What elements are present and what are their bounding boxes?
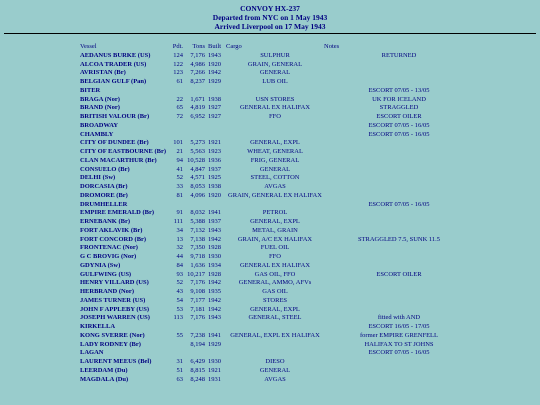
cell-pdt: 31 [176, 358, 183, 365]
cell-vessel: BRAND (Nor) [80, 104, 120, 112]
cell-cargo: GENERAL, EXPL [250, 218, 300, 225]
cell-vessel: LEERDAM (Du) [80, 366, 128, 374]
table-row [80, 297, 474, 306]
table-row [80, 314, 474, 323]
cell-built [207, 131, 226, 140]
cell-pdt: 113 [173, 314, 183, 322]
cell-cargo: GENERAL, EXPL [250, 139, 300, 147]
cell-built: 1928 [208, 244, 221, 252]
cell-notes [324, 157, 474, 166]
cell-notes: ESCORT OILER [376, 270, 422, 278]
cell-pdt: 91 [176, 209, 183, 217]
cell-cargo: WHEAT, GENERAL [247, 148, 303, 155]
cell-built: 1920 [208, 191, 221, 199]
cell-tons: 4,819 [190, 104, 205, 112]
arrival-line: Arrived Liverpool on 17 May 1943 [214, 22, 326, 31]
table-row [80, 166, 474, 175]
cell-pdt: 32 [176, 244, 183, 252]
cell-tons: 5,273 [190, 139, 205, 147]
cell-vessel: HENRY VILLARD (US) [80, 279, 149, 287]
cell-cargo: LUB OIL [262, 78, 288, 85]
table-row [80, 174, 474, 183]
cell-pdt: 22 [176, 95, 183, 103]
cell-pdt [171, 341, 185, 350]
cell-cargo: GRAIN, A/C EX HALIFAX [237, 235, 313, 243]
col-notes-header: Notes [324, 43, 340, 50]
cell-tons: 4,096 [190, 191, 205, 199]
cell-tons: 1,636 [190, 261, 205, 269]
table-row [80, 306, 474, 315]
cell-notes [324, 297, 474, 306]
cell-vessel: GDYNIA (Sw) [80, 261, 121, 269]
cell-cargo: AVGAS [264, 183, 286, 190]
table-row [80, 227, 474, 236]
cell-notes: RETURNED [381, 51, 417, 59]
cell-notes [324, 244, 474, 253]
cell-pdt: 81 [176, 191, 183, 199]
cell-tons: 7,238 [190, 331, 205, 339]
cell-built: 1930 [208, 358, 221, 365]
cell-built: 1934 [208, 261, 221, 269]
cell-notes [324, 174, 474, 183]
cell-built: 1941 [208, 331, 221, 339]
cell-cargo [226, 201, 324, 210]
table-body [80, 52, 474, 385]
cell-notes [324, 367, 474, 376]
cell-tons: 8,032 [190, 209, 205, 217]
cell-vessel: CITY OF DUNDEE (Br) [80, 139, 149, 147]
cell-built: 1928 [208, 270, 221, 278]
cell-built [207, 87, 226, 96]
cell-tons: 4,847 [190, 165, 205, 173]
cell-tons: 8,053 [190, 183, 205, 190]
cell-tons: 10,217 [187, 270, 205, 278]
table-row [80, 358, 474, 367]
cell-notes: ESCORT 07/05 - 16/05 [368, 130, 430, 138]
cell-cargo: GAS OIL [262, 288, 288, 295]
cell-vessel: BROADWAY [80, 121, 119, 129]
table-row [80, 157, 474, 166]
cell-notes [324, 358, 474, 367]
cell-notes [324, 139, 474, 148]
cell-built: 1942 [208, 279, 221, 287]
cell-built: 1929 [208, 78, 221, 85]
cell-built: 1930 [208, 253, 221, 260]
cell-pdt: 61 [176, 78, 183, 85]
cell-cargo: GENERAL, EXPL [250, 305, 300, 313]
cell-vessel: FORT CONCORD (Br) [80, 235, 147, 243]
cell-notes: former EMPIRE GRENFELL [360, 331, 438, 339]
table-row [80, 332, 474, 341]
cell-built: 1941 [208, 209, 221, 217]
cell-vessel: CONSUELO (Br) [80, 165, 130, 173]
cell-built: 1937 [208, 218, 221, 225]
cell-built: 1935 [208, 288, 221, 295]
cell-pdt: 65 [176, 104, 183, 112]
table-row [80, 271, 474, 280]
cell-cargo: STORES [262, 296, 288, 304]
table-row [80, 61, 474, 70]
cell-vessel: CLAN MACARTHUR (Br) [80, 156, 157, 164]
cell-tons: 7,176 [190, 51, 205, 59]
cell-tons: 5,563 [190, 148, 205, 155]
cell-cargo: DIESO [265, 358, 285, 365]
cell-built: 1920 [208, 60, 221, 68]
cell-cargo: FUEL OIL [260, 244, 290, 252]
cell-notes: ESCORT 07/05 - 16/05 [368, 200, 430, 208]
header-divider [4, 33, 536, 34]
cell-pdt: 21 [176, 148, 183, 155]
cell-pdt [171, 87, 185, 96]
table-row [80, 323, 474, 332]
cell-tons: 6,952 [190, 113, 205, 120]
cell-vessel: LADY RODNEY (Br) [80, 340, 141, 348]
cell-cargo: STEEL, COTTON [250, 174, 300, 182]
convoy-table [80, 43, 474, 384]
cell-built [207, 122, 226, 131]
cell-built: 1938 [208, 95, 221, 103]
cell-vessel: BITER [80, 86, 101, 94]
table-row [80, 218, 474, 227]
table-row [80, 244, 474, 253]
cell-pdt [171, 131, 185, 140]
cell-vessel: LAGAN [80, 349, 104, 357]
table-row [80, 122, 474, 131]
cell-pdt: 13 [176, 235, 183, 243]
cell-pdt: 34 [176, 226, 183, 234]
cell-notes [324, 78, 474, 87]
cell-tons [185, 349, 207, 358]
cell-cargo [226, 341, 324, 350]
cell-vessel: CITY OF EASTBOURNE (Br) [80, 148, 167, 155]
convoy-title: CONVOY HX-237 [240, 4, 300, 13]
table-row [80, 341, 474, 350]
cell-pdt: 63 [176, 375, 183, 383]
col-pdt-header: Pdt. [172, 43, 183, 50]
cell-vessel: KONG SVERRE (Nor) [80, 331, 145, 339]
cell-tons: 7,350 [190, 244, 205, 252]
cell-notes: UK FOR ICELAND [372, 95, 426, 103]
cell-notes [324, 166, 474, 175]
table-row [80, 236, 474, 245]
cell-built: 1936 [208, 156, 221, 164]
col-built-header: Built [208, 43, 222, 50]
cell-pdt: 41 [176, 165, 183, 173]
cell-pdt: 55 [176, 331, 183, 339]
cell-built: 1937 [208, 165, 221, 173]
cell-notes: STRAGGLED 7.5, SUNK 11.5 [357, 235, 441, 243]
cell-notes: ESCORT 07/05 - 16/05 [368, 121, 430, 129]
table-row [80, 139, 474, 148]
col-vessel-header: Vessel [80, 43, 97, 50]
cell-notes: ESCORT 07/05 - 16/05 [368, 349, 430, 357]
col-tons-header: Tons [192, 43, 205, 50]
cell-vessel: JOHN F APPLEBY (US) [80, 305, 150, 313]
cell-vessel: ERNEBANK (Br) [80, 218, 131, 225]
cell-tons: 7,176 [190, 279, 205, 287]
cell-built: 1921 [208, 366, 221, 374]
cell-pdt [171, 323, 185, 332]
cell-tons [185, 201, 207, 210]
cell-cargo: USN STORES [255, 95, 295, 103]
cell-vessel: KIRKELLA [80, 323, 116, 330]
cell-tons: 8,237 [190, 78, 205, 85]
cell-cargo: METAL, GRAIN [252, 226, 298, 234]
cell-built: 1925 [208, 174, 221, 182]
cell-pdt: 94 [176, 156, 183, 164]
cell-notes [324, 253, 474, 262]
cell-vessel: BELGIAN GULF (Pan) [80, 78, 147, 85]
cell-tons [185, 323, 207, 332]
cell-notes: ESCORT 07/05 - 13/05 [368, 86, 430, 94]
cell-pdt [171, 201, 185, 210]
cell-tons: 5,388 [190, 218, 205, 225]
cell-vessel: DRUMHELLER [80, 200, 128, 208]
cell-vessel: JAMES TURNER (US) [80, 296, 146, 304]
cell-cargo [226, 131, 324, 140]
departure-line: Departed from NYC on 1 May 1943 [212, 13, 328, 22]
cell-notes [324, 61, 474, 70]
cell-tons: 10,528 [187, 156, 205, 164]
cell-cargo: AVGAS [264, 375, 286, 383]
cell-built: 1929 [208, 340, 221, 348]
cell-tons: 9,718 [190, 253, 205, 260]
cell-tons: 7,132 [190, 226, 205, 234]
cell-tons [185, 87, 207, 96]
cell-cargo: GENERAL [259, 69, 291, 77]
cell-built: 1927 [208, 113, 221, 120]
table-row [80, 183, 474, 192]
cell-pdt: 54 [176, 296, 183, 304]
cell-pdt: 122 [173, 60, 183, 68]
cell-vessel: GULFWING (US) [80, 270, 132, 278]
cell-vessel: MAGDALA (Du) [80, 375, 129, 383]
cell-cargo [226, 323, 324, 332]
cell-pdt: 44 [176, 253, 183, 260]
cell-tons: 4,986 [190, 60, 205, 68]
table-row [80, 52, 474, 61]
cell-tons: 1,671 [190, 95, 205, 103]
cell-vessel: EMPIRE EMERALD (Br) [80, 209, 155, 217]
cell-pdt: 101 [173, 139, 183, 147]
cell-vessel: HERBRAND (Nor) [80, 288, 134, 295]
cell-cargo: GENERAL, EXPL EX HALIFAX [230, 331, 320, 339]
cell-tons: 4,571 [190, 174, 205, 182]
cell-cargo: PETROL [262, 209, 288, 217]
cell-pdt: 51 [176, 366, 183, 374]
cell-built: 1942 [208, 69, 221, 77]
cell-built: 1943 [208, 314, 221, 322]
cell-vessel: ALCOA TRADER (US) [80, 60, 147, 68]
table-row [80, 209, 474, 218]
table-row [80, 376, 474, 385]
cell-notes [324, 192, 474, 201]
cell-built: 1943 [208, 226, 221, 234]
cell-tons: 8,248 [190, 375, 205, 383]
cell-built: 1942 [208, 305, 221, 313]
cell-notes [324, 148, 474, 157]
cell-notes: ESCORT 16/05 - 17/05 [368, 323, 430, 330]
cell-tons: 7,138 [190, 235, 205, 243]
cell-notes [324, 288, 474, 297]
cell-tons: 7,177 [190, 296, 205, 304]
cell-notes [324, 69, 474, 78]
cell-pdt: 53 [176, 305, 183, 313]
table-row [80, 201, 474, 210]
cell-vessel: DROMORE (Br) [80, 191, 128, 199]
table-row [80, 192, 474, 201]
col-cargo-header: Cargo [226, 43, 242, 50]
cell-vessel: BRAGA (Nor) [80, 95, 120, 103]
cell-notes: STRAGGLED [379, 104, 419, 112]
cell-tons: 7,176 [190, 314, 205, 322]
table-row [80, 262, 474, 271]
cell-tons: 9,108 [190, 288, 205, 295]
cell-tons [185, 131, 207, 140]
cell-tons [185, 122, 207, 131]
cell-cargo: GENERAL [259, 165, 291, 173]
cell-cargo: GAS OIL, FFO [254, 270, 296, 278]
table-row [80, 367, 474, 376]
table-header-row [80, 43, 474, 52]
cell-vessel: DORCASIA (Br) [80, 183, 128, 190]
cell-vessel: AEDANUS BURKE (US) [80, 51, 151, 59]
cell-pdt [171, 349, 185, 358]
table-row [80, 113, 474, 122]
cell-pdt: 52 [176, 174, 183, 182]
cell-notes: fitted with AND [377, 314, 421, 322]
table-row [80, 131, 474, 140]
cell-notes: ESCORT OILER [376, 113, 422, 120]
cell-pdt [171, 122, 185, 131]
cell-vessel: CHAMBLY [80, 130, 114, 138]
cell-tons: 7,266 [190, 69, 205, 77]
cell-vessel: BRITISH VALOUR (Br) [80, 113, 150, 120]
cell-cargo: GENERAL, AMMO, AFVs [238, 279, 312, 287]
cell-built [207, 201, 226, 210]
cell-vessel: G C BROVIG (Nor) [80, 253, 137, 260]
cell-cargo: GENERAL, STEEL [248, 314, 302, 322]
cell-tons: 6,429 [190, 358, 205, 365]
cell-notes [324, 218, 474, 227]
cell-built: 1923 [208, 148, 221, 155]
cell-notes [324, 227, 474, 236]
cell-built: 1927 [208, 104, 221, 112]
cell-notes [324, 262, 474, 271]
cell-cargo: SULPHUR [260, 51, 290, 59]
cell-pdt: 52 [176, 279, 183, 287]
table-row [80, 253, 474, 262]
table-row [80, 288, 474, 297]
cell-cargo: FRIG, GENERAL [250, 156, 300, 164]
table-row [80, 349, 474, 358]
table-row [80, 69, 474, 78]
cell-built: 1921 [208, 139, 221, 147]
cell-cargo: GENERAL EX HALIFAX [239, 104, 311, 112]
cell-built: 1942 [208, 235, 221, 243]
cell-cargo: FFO [269, 253, 281, 260]
cell-vessel: AVRISTAN (Br) [80, 69, 126, 77]
cell-built [207, 323, 226, 332]
cell-notes [324, 306, 474, 315]
table-row [80, 279, 474, 288]
cell-notes [324, 183, 474, 192]
cell-tons: 8,194 [190, 340, 205, 348]
cell-cargo: FFO [269, 113, 281, 120]
cell-built [207, 349, 226, 358]
cell-pdt: 33 [176, 183, 183, 190]
cell-vessel: JOSEPH WARREN (US) [80, 314, 150, 322]
cell-cargo [226, 349, 324, 358]
cell-pdt: 72 [176, 113, 183, 120]
cell-pdt: 84 [176, 261, 183, 269]
cell-pdt: 43 [176, 288, 183, 295]
cell-cargo: GENERAL [259, 366, 291, 374]
cell-built: 1943 [208, 51, 221, 59]
cell-cargo [226, 87, 324, 96]
cell-built: 1931 [208, 375, 221, 383]
cell-pdt: 123 [173, 69, 183, 77]
table-row [80, 148, 474, 157]
cell-cargo: GENERAL EX HALIFAX [239, 261, 311, 269]
cell-vessel: FORT AKLAVIK (Br) [80, 226, 143, 234]
cell-pdt: 93 [176, 270, 183, 278]
table-row [80, 87, 474, 96]
table-row [80, 104, 474, 113]
cell-vessel: LAURENT MEEUS (Bel) [80, 358, 152, 365]
cell-vessel: FRONTENAC (Nor) [80, 244, 138, 252]
cell-pdt: 111 [173, 218, 183, 225]
cell-notes [324, 209, 474, 218]
cell-notes [324, 279, 474, 288]
cell-cargo: GRAIN, GENERAL EX HALIFAX [228, 191, 322, 199]
cell-cargo [226, 122, 324, 131]
cell-tons: 7,181 [190, 305, 205, 313]
cell-built: 1938 [208, 183, 221, 190]
cell-vessel: DELHI (Sw) [80, 174, 116, 182]
cell-notes: HALIFAX TO ST JOHNS [364, 340, 434, 348]
cell-built: 1942 [208, 296, 221, 304]
table-row [80, 78, 474, 87]
cell-tons: 8,815 [190, 366, 205, 374]
table-row [80, 96, 474, 105]
cell-notes [324, 376, 474, 385]
cell-pdt: 124 [173, 51, 183, 59]
cell-cargo: GRAIN, GENERAL [247, 60, 303, 68]
